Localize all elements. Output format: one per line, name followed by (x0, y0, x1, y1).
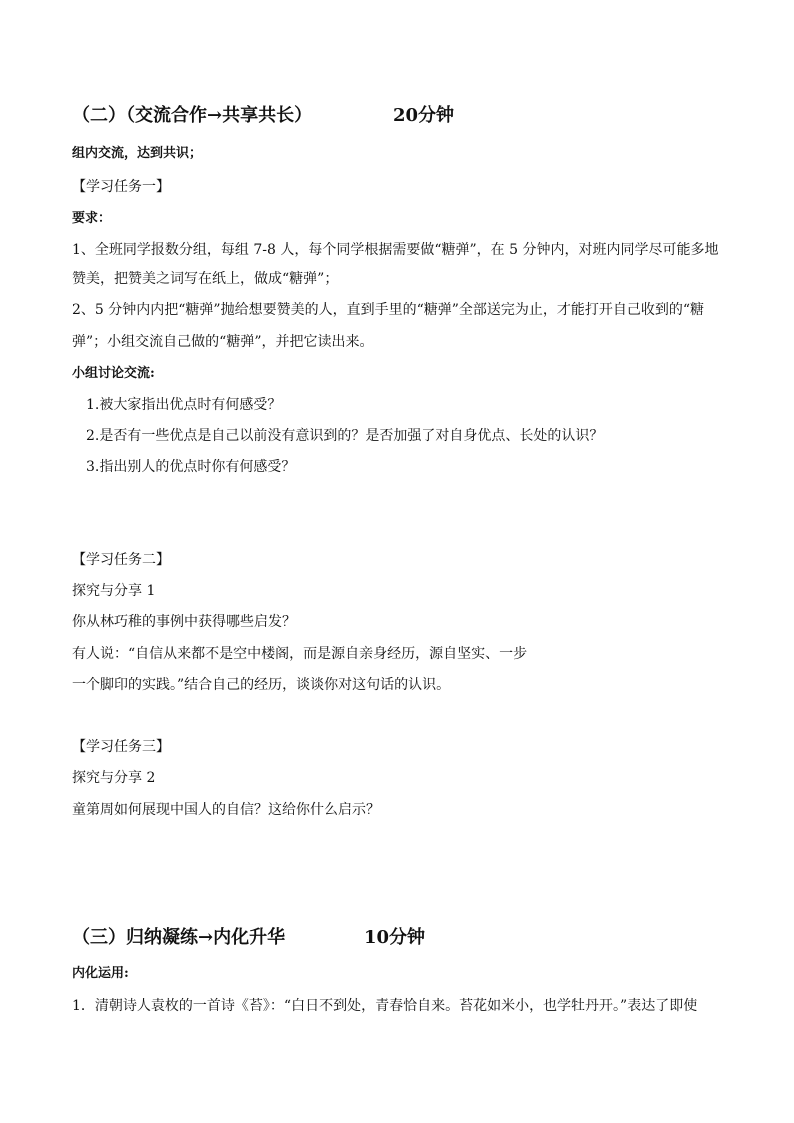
task2-quote-line2: 一个脚印的实践。”结合自己的经历，谈谈你对这句话的认识。 (72, 677, 451, 693)
task1-label: 【学习任务一】 (72, 179, 170, 195)
section3-title: （三）归纳凝练→内化升华 (72, 927, 286, 948)
task1-discussion-label: 小组讨论交流: (72, 366, 155, 381)
task2-label: 【学习任务二】 (72, 552, 170, 568)
task3-subtitle: 探究与分享 2 (72, 770, 156, 786)
section3-apply-label: 内化运用: (72, 966, 129, 981)
task1-question-3: 3.指出别人的优点时你有何感受？ (86, 459, 296, 475)
task1-req1-line1: 1、全班同学报数分组，每组 7-8 人，每个同学根据需要做“糖弹”，在 5 分钟内，对班内同学尽可能多地 (72, 242, 719, 258)
task2-question: 你从林巧稚的事例中获得哪些启发？ (72, 614, 296, 630)
task1-question-2: 2.是否有一些优点是自己以前没有意识到的？是否加强了对自身优点、长处的认识？ (86, 428, 604, 444)
task1-question-1: 1.被大家指出优点时有何感受？ (86, 397, 282, 413)
task1-req2-line2: 弹”；小组交流自己做的“糖弹”，并把它读出来。 (72, 334, 374, 350)
section2-time: 20分钟 (393, 105, 455, 126)
task3-question: 童第周如何展现中国人的自信？这给你什么启示？ (72, 802, 380, 818)
task3-label: 【学习任务三】 (72, 739, 170, 755)
task2-subtitle: 探究与分享 1 (72, 583, 156, 599)
task2-quote-line1: 有人说：“自信从来都不是空中楼阁，而是源自亲身经历，源自坚实、一步 (72, 646, 528, 662)
section3-time: 10分钟 (364, 927, 426, 948)
section3-item-1: 1．清朝诗人袁枚的一首诗《苔》：“白日不到处，青春恰自来。苔花如米小，也学牡丹开。”表达了即使 (72, 998, 698, 1014)
section2-title: （二）（交流合作→共享共长） (72, 105, 313, 126)
task1-requirements-label: 要求： (72, 211, 112, 226)
section2-intro: 组内交流，达到共识； (72, 146, 203, 161)
task1-req2-line1: 2、5 分钟内内把“糖弹”抛给想要赞美的人，直到手里的“糖弹”全部送完为止，才能打开自己收到的“糖 (72, 302, 705, 318)
task1-req1-line2: 赞美，把赞美之词写在纸上，做成“糖弹”； (72, 271, 339, 287)
